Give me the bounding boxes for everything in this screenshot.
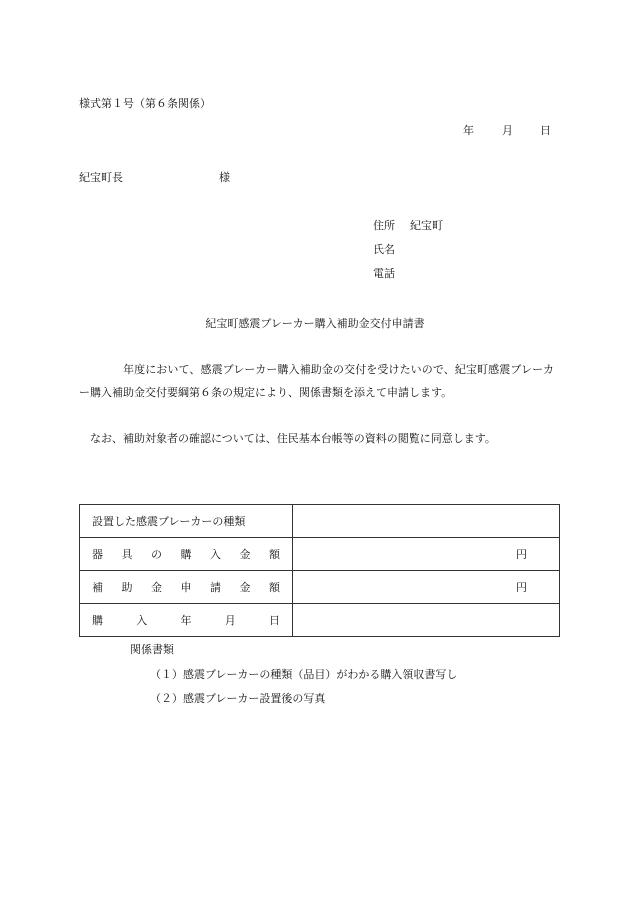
label-char: 助 — [121, 581, 133, 594]
label-char: の — [151, 548, 162, 561]
application-table — [79, 504, 560, 637]
label-char: 具 — [121, 548, 133, 561]
label-char: 月 — [224, 614, 236, 627]
attachment-item: （１）感震ブレーカーの種類（品目）がわかる購入領収書写し — [150, 668, 458, 681]
table-row — [80, 571, 560, 604]
yen-unit: 円 — [516, 548, 527, 561]
address-label: 住所 — [373, 219, 395, 232]
addressee-honorific: 様 — [219, 171, 230, 184]
date-year: 年 — [463, 124, 474, 137]
row-label-breaker-type: 設置した感震ブレーカーの種類 — [80, 505, 293, 538]
date-line — [0, 125, 630, 139]
label-char: 額 — [269, 581, 280, 594]
label-char: 入 — [210, 548, 221, 561]
label-char: 購 — [92, 614, 103, 627]
label-char: 請 — [210, 581, 221, 594]
form-number: 様式第１号（第６条関係） — [79, 97, 211, 110]
label-char: 補 — [92, 581, 103, 594]
label-char: 購 — [180, 548, 192, 561]
table-row — [80, 505, 560, 538]
label-char: 金 — [151, 581, 162, 594]
date-day: 日 — [540, 124, 551, 137]
row-label-subsidy-amount — [92, 579, 280, 595]
purchase-amount-field[interactable] — [293, 538, 560, 571]
attachments-heading: 関係書類 — [130, 643, 174, 656]
row-label-purchase-amount — [92, 546, 280, 562]
body-paragraph-1: 年度において、感震ブレーカー購入補助金の交付を受けたいので、紀宝町感震ブレーカー購入補助金交付要綱第６条の規定により、関係書類を添えて申請します。 — [79, 363, 554, 399]
subsidy-amount-field[interactable] — [293, 571, 560, 604]
purchase-date-field[interactable] — [293, 604, 560, 637]
body-paragraph-2: なお、補助対象者の確認については、住民基本台帳等の資料の閲覧に同意します。 — [90, 432, 496, 445]
document-title: 紀宝町感震ブレーカー購入補助金交付申請書 — [205, 317, 425, 330]
label-char: 入 — [136, 614, 148, 627]
name-label: 氏名 — [373, 243, 395, 256]
label-char: 申 — [180, 581, 192, 594]
attachment-item: （２）感震ブレーカー設置後の写真 — [150, 692, 326, 705]
label-char: 金 — [239, 548, 251, 561]
addressee-name: 紀宝町長 — [79, 171, 123, 184]
address-value: 紀宝町 — [410, 219, 443, 232]
label-char: 日 — [269, 614, 280, 627]
label-char: 年 — [180, 614, 192, 627]
label-char: 器 — [92, 548, 103, 561]
date-month: 月 — [502, 124, 513, 137]
row-label-purchase-date — [92, 612, 280, 628]
breaker-type-field[interactable] — [293, 505, 560, 538]
yen-unit: 円 — [516, 581, 527, 594]
table-row — [80, 538, 560, 571]
label-char: 金 — [239, 581, 251, 594]
table-row — [80, 604, 560, 637]
phone-label: 電話 — [373, 267, 395, 280]
label-char: 額 — [269, 548, 280, 561]
